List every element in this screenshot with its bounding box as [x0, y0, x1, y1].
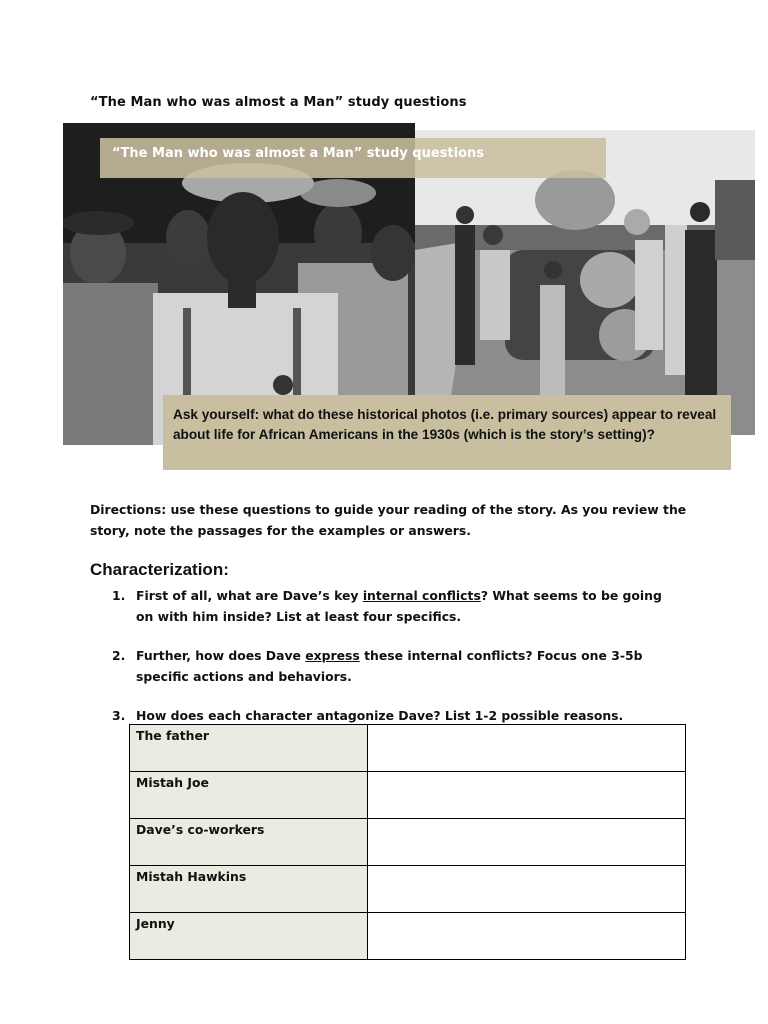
question-text: First of all, what are Dave’s key — [136, 588, 363, 603]
reflection-prompt-text: Ask yourself: what do these historical photos (i.e. primary sources) appear to reveal about life for African Americans in the 1930s (which is the story’s setting)? — [173, 407, 717, 442]
question-emphasis: internal conflicts — [362, 588, 481, 603]
question-2 — [112, 645, 672, 687]
answer-cell[interactable] — [368, 866, 686, 913]
character-name-cell: Dave’s co-workers — [130, 819, 368, 866]
answer-cell[interactable] — [368, 913, 686, 960]
character-antagonist-table — [129, 724, 686, 960]
question-text: ? What seems to be going on with him inside? List at least four specifics. — [136, 588, 662, 624]
table-row — [130, 819, 686, 866]
section-heading-characterization: Characterization: — [90, 560, 229, 579]
question-emphasis: express — [305, 648, 360, 663]
page-title: “The Man who was almost a Man” study questions — [90, 95, 467, 110]
reflection-prompt-box — [163, 395, 731, 470]
directions-text: Directions: use these questions to guide your reading of the story. As you review the story, note the passages for the examples or answers. — [90, 502, 687, 538]
table-row — [130, 866, 686, 913]
question-text: these internal conflicts? Focus one 3-5b specific actions and behaviors. — [136, 648, 643, 684]
table-row — [130, 725, 686, 772]
character-name-cell: Mistah Hawkins — [130, 866, 368, 913]
question-1 — [112, 585, 672, 627]
question-number: 2. — [112, 648, 126, 663]
question-number: 3. — [112, 708, 126, 723]
table-row — [130, 772, 686, 819]
answer-cell[interactable] — [368, 819, 686, 866]
question-3 — [112, 705, 672, 726]
character-name-cell: The father — [130, 725, 368, 772]
question-text: How does each character antagonize Dave? List 1-2 possible reasons. — [136, 708, 624, 723]
table-row — [130, 913, 686, 960]
character-name-cell: Jenny — [130, 913, 368, 960]
question-number: 1. — [112, 588, 126, 603]
answer-cell[interactable] — [368, 772, 686, 819]
character-name-cell: Mistah Joe — [130, 772, 368, 819]
answer-cell[interactable] — [368, 725, 686, 772]
question-text: Further, how does Dave — [136, 648, 306, 663]
photo-caption-overlay: “The Man who was almost a Man” study questions — [100, 138, 606, 178]
